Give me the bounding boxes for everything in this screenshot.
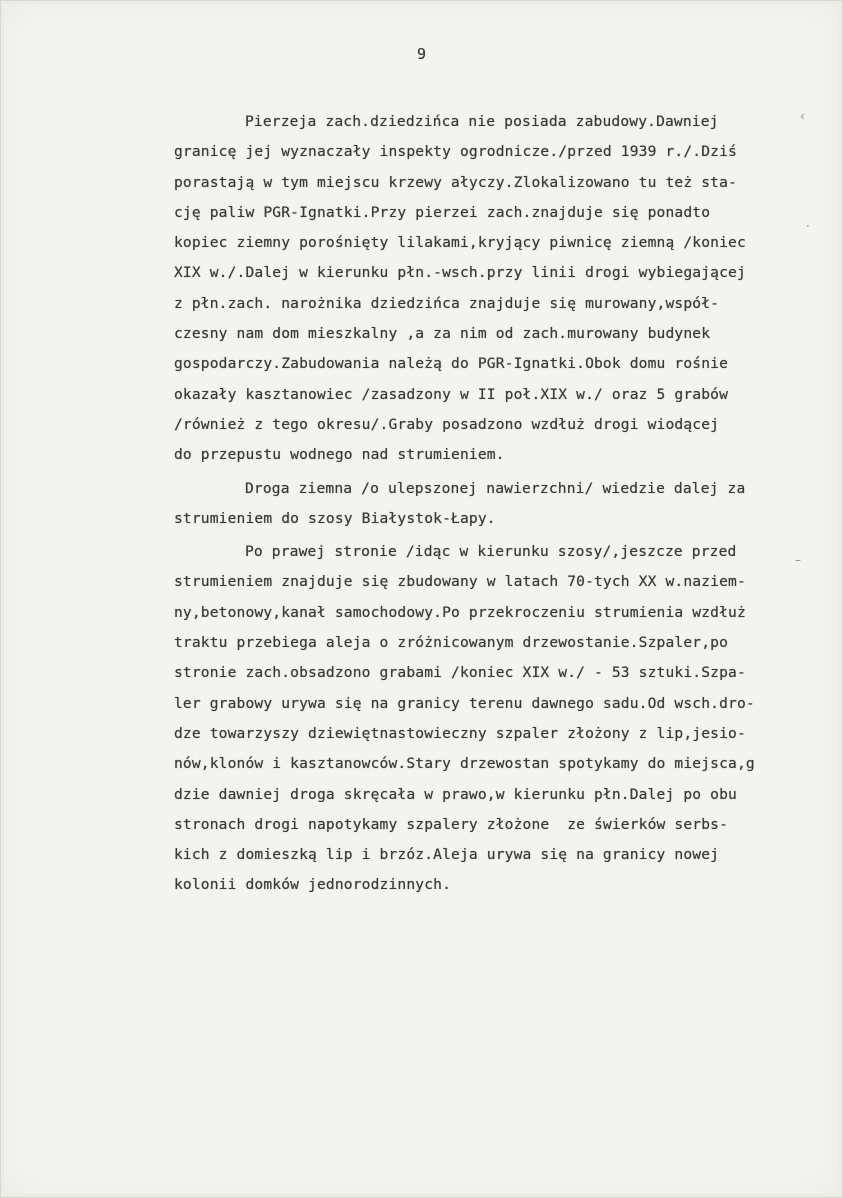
text-line: stronach drogi napotykamy szpalery złożone ze świerków serbs-: [174, 815, 729, 833]
page-number: 9: [416, 45, 427, 63]
text-line: strumieniem znajduje się zbudowany w latach 70-tych XX w.naziem-: [174, 573, 746, 591]
paragraph: [174, 107, 824, 471]
text-line: Po prawej stronie /idąc w kierunku szosy/,jeszcze przed: [245, 543, 737, 561]
paragraph: [174, 537, 824, 901]
text-line: Pierzeja zach.dziedzińca nie posiada zabudowy.Dawniej: [245, 113, 719, 130]
text-line: ny,betonowy,kanał samochodowy.Po przekroczeniu strumienia wzdłuż: [174, 603, 746, 621]
text-line: kopiec ziemny porośnięty lilakami,kryjący piwnicę ziemną /koniec: [174, 234, 746, 252]
text-line: Droga ziemna /o ulepszonej nawierzchni/ wiedzie dalej za: [245, 479, 746, 497]
document-body: [174, 107, 824, 901]
text-line: okazały kasztanowiec /zasadzony w II poł.XIX w./ oraz 5 grabów: [174, 385, 729, 403]
text-line: gospodarczy.Zabudowania należą do PGR-Ignatki.Obok domu rośnie: [174, 355, 729, 373]
text-line: /również z tego okresu/.Graby posadzono wzdłuż drogi wiodącej: [174, 415, 720, 433]
paragraph: [174, 474, 824, 535]
text-line: strumieniem do szosy Białystok-Łapy.: [174, 509, 496, 527]
margin-mark: ·: [806, 219, 810, 233]
text-line: traktu przebiega aleja o zróżnicowanym drzewostanie.Szpaler,po: [174, 634, 729, 652]
text-line: czesny nam dom mieszkalny ,a za nim od zach.murowany budynek: [174, 325, 711, 343]
text-line: granicę jej wyznaczały inspekty ogrodnicze./przed 1939 r./.Dziś: [174, 143, 737, 161]
text-line: dze towarzyszy dziewiętnastowieczny szpaler złożony z lip,jesio-: [174, 724, 746, 742]
text-line: kich z domieszką lip i brzóz.Aleja urywa się na granicy nowej: [174, 846, 720, 864]
margin-mark: ‹: [800, 109, 805, 123]
text-line: dzie dawniej droga skręcała w prawo,w kierunku płn.Dalej po obu: [174, 785, 737, 803]
text-line: ler grabowy urywa się na granicy terenu dawnego sadu.Od wsch.dro-: [174, 694, 755, 712]
text-line: porastają w tym miejscu krzewy ałyczy.Zlokalizowano tu też sta-: [174, 173, 737, 191]
text-line: stronie zach.obsadzono grabami /koniec XIX w./ - 53 sztuki.Szpa-: [174, 664, 746, 682]
text-line: XIX w./.Dalej w kierunku płn.-wsch.przy linii drogi wybiegającej: [174, 264, 746, 282]
text-line: kolonii domków jednorodzinnych.: [174, 876, 452, 894]
text-line: cję paliw PGR-Ignatki.Przy pierzei zach.znajduje się ponadto: [174, 203, 711, 221]
text-line: do przepustu wodnego nad strumieniem.: [174, 446, 505, 464]
text-line: z płn.zach. narożnika dziedzińca znajduje się murowany,współ-: [174, 294, 720, 312]
text-line: nów,klonów i kasztanowców.Stary drzewostan spotykamy do miejsca,g: [174, 755, 755, 773]
margin-mark: –: [795, 553, 801, 567]
